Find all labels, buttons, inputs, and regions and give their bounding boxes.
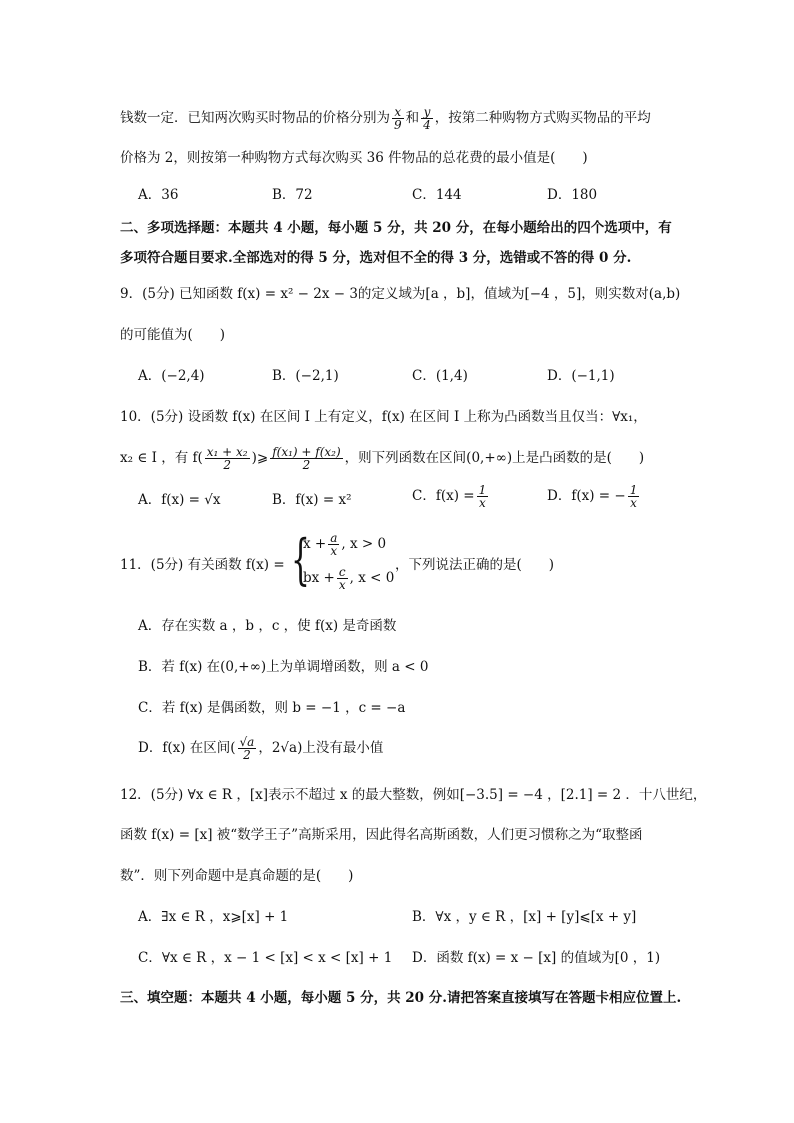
q12-option-d: D．函数 f(x) = x − [x] 的值域为[0 ，1) [412, 950, 661, 966]
q10-text-b: )⩾ [251, 450, 269, 466]
q12-line3: 数”．则下列命题中是真命题的是( ) [120, 868, 354, 884]
fraction-y-over-4: $\frac{y}{4}$ [423, 105, 431, 132]
q10-text-a: x₂ ∈ I ，有 f( [120, 450, 203, 466]
q12-option-a: A．∃x ∈ R ，x⩾[x] + 1 [138, 909, 289, 925]
q11-option-d: D．f(x) 在区间( $\frac{√a}{2}$ ，2√a)上没有最小值 [138, 735, 384, 762]
q8-line2: 价格为 2，则按第一种购物方式每次购买 36 件物品的总花费的最小值是( ) [120, 150, 588, 166]
q8-text-b: 和 [405, 110, 420, 126]
q9-line2: 的可能值为( ) [120, 327, 226, 343]
q12-option-b: B．∀x ，y ∈ R ，[x] + [y]⩽[x + y] [412, 909, 637, 925]
q8-option-a: A．36 [138, 187, 179, 203]
q9-option-a: A．(−2,4) [138, 368, 205, 384]
fraction-neg-one-over-x: $\frac{1}{x}$ [629, 483, 638, 510]
q10-text-c: ，则下列函数在区间(0,+∞)上是凸函数的是( ) [344, 450, 645, 466]
fraction-sqrt-a-over-2: $\frac{√a}{2}$ [239, 735, 255, 762]
q12-line1: 12．(5分) ∀x ∈ R ，[x]表示不超过 x 的最大整数，例如[−3.5] = −4 ，[2.1] = 2 ．十八世纪， [120, 787, 707, 803]
q10-option-a: A．f(x) = √x [138, 492, 221, 508]
q10-option-b: B．f(x) = x² [272, 492, 352, 508]
q10-option-c: C．f(x) = $\frac{1}{x}$ [412, 483, 487, 510]
piecewise-brace: { [291, 528, 310, 591]
q11-case2: bx + $\frac{c}{x}$ , x < 0 [303, 565, 395, 592]
q9-option-d: D．(−1,1) [547, 368, 615, 384]
q9-option-b: B．(−2,1) [272, 368, 339, 384]
q11-tail: ，下列说法正确的是( ) [395, 557, 555, 573]
q9-option-c: C．(1,4) [412, 368, 468, 384]
fraction-avg-f: $\frac{\text{f(x₁) + f(x₂)}}{2}$ [272, 445, 341, 472]
q11-case1: x + $\frac{a}{x}$ , x > 0 [303, 531, 387, 558]
q8-text-a: 钱数一定．已知两次购买时物品的价格分别为 [120, 110, 390, 126]
q8-line1 [120, 106, 651, 131]
q12-line2: 函数 f(x) = [x] 被“数学王子”高斯采用，因此得名高斯函数，人们更习惯称之为“取整函 [120, 827, 643, 843]
fraction-avg-x: $\frac{\text{x₁ + x₂}}{2}$ [206, 445, 248, 472]
fraction-x-over-9: $\frac{x}{9}$ [394, 105, 402, 132]
q11-option-b: B．若 f(x) 在(0,+∞)上为单调增函数，则 a < 0 [138, 659, 429, 675]
q11-option-c: C．若 f(x) 是偶函数，则 b = −1 ，c = −a [138, 700, 406, 716]
q10-line1: 10．(5分) 设函数 f(x) 在区间 I 上有定义，f(x) 在区间 I 上称为凸函数当且仅当：∀x₁， [120, 409, 647, 425]
q8-text-c: ，按第二种购物方式购买物品的平均 [434, 110, 651, 126]
q9-line1: 9．(5分) 已知函数 f(x) = x² − 2x − 3的定义域为[a ，b]，值域为[−4 ，5]，则实数对(a,b) [120, 286, 681, 302]
q11-option-a: A．存在实数 a ，b ，c ，使 f(x) 是奇函数 [138, 618, 397, 634]
fraction-one-over-x: $\frac{1}{x}$ [478, 483, 487, 510]
q8-option-d: D．180 [547, 187, 598, 203]
section2-header-line2: 多项符合题目要求.全部选对的得 5 分，选对但不全的得 3 分，选错或不答的得 0 分. [120, 250, 632, 266]
q8-option-b: B．72 [272, 187, 313, 203]
q10-line2 [120, 446, 644, 471]
section3-header: 三、填空题：本题共 4 小题，每小题 5 分，共 20 分.请把答案直接填写在答题卡相应位置上. [120, 990, 682, 1006]
q11-lead: 11．(5分) 有关函数 f(x) = [120, 557, 285, 573]
q12-option-c: C．∀x ∈ R ，x − 1 < [x] < x < [x] + 1 [138, 950, 393, 966]
section2-header-line1: 二、多项选择题：本题共 4 小题，每小题 5 分，共 20 分，在每小题给出的四个选项中，有 [120, 220, 672, 236]
q10-option-d: D．f(x) = − $\frac{1}{x}$ [547, 483, 638, 510]
q8-option-c: C．144 [412, 187, 462, 203]
